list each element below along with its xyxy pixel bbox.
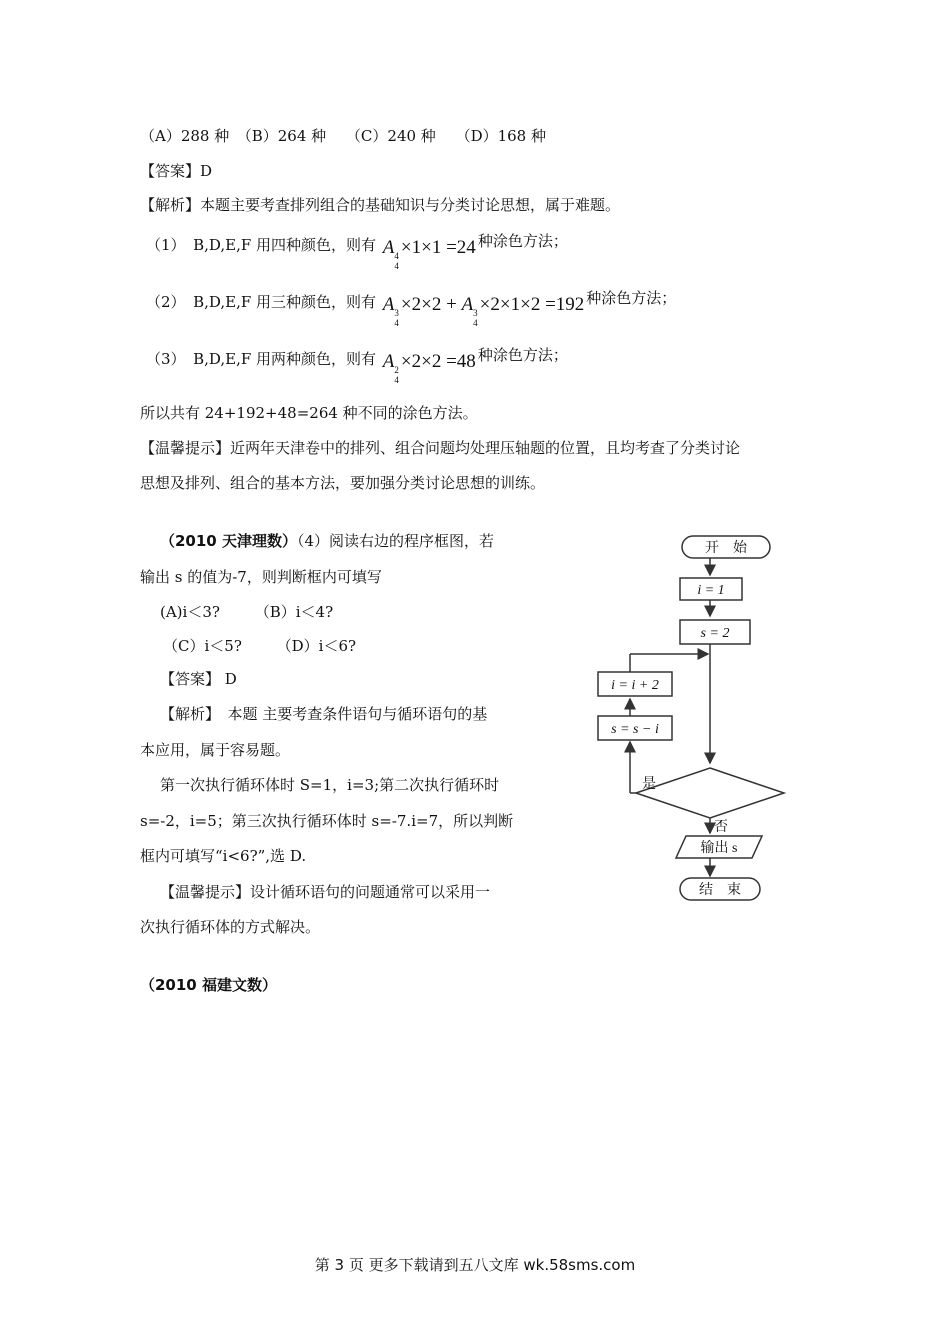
case-3-num: （3） [146,350,179,368]
q2-options-cd [163,636,356,656]
yes-label: 是 [642,777,656,792]
case-2-num: （2） [146,293,179,311]
update-s-label: s = s − i [611,722,659,737]
init-s-label: s = 2 [700,626,730,641]
output-label: 输出 s [700,841,738,856]
no-label: 否 [714,820,728,835]
answer-value: D [200,162,213,180]
q2-tip-1: 【温馨提示】设计循环语句的问题通常可以采用一 [160,883,491,901]
q2-option-b: （B）i＜4? [254,603,334,621]
q2-options-ab [160,602,333,622]
q2-tip-2: 次执行循环体的方式解决。 [140,918,321,936]
case-1-num: （1） [146,236,179,254]
flowchart [590,528,790,913]
end-label: 结 束 [699,883,741,898]
update-i-label: i = i + 2 [611,678,659,693]
q2-stem-1 [160,531,494,551]
case-1-text: B,D,E,F 用四种颜色，则有 [193,236,377,254]
q2-answer: 【答案】 D [160,670,237,688]
q2-steps-1: 第一次执行循环体时 S=1，i=3;第二次执行循环时 [160,776,500,794]
case-3-after: 种涂色方法； [477,346,568,364]
case-2 [146,288,676,328]
case-3-formula: A 2 4 ×2×2 =48 [382,351,476,385]
case-2-formula: A 3 4 ×2×2 + A 3 4 ×2×1×2 =192 [382,294,585,328]
tip-line-2: 思想及排列、组合的基本方法，要加强分类讨论思想的训练。 [140,474,546,492]
q2-analysis-2: 本应用，属于容易题。 [140,741,291,759]
options-line: （A）288 种 （B）264 种 （C）240 种 （D）168 种 [140,127,546,145]
case-2-text: B,D,E,F 用三种颜色，则有 [193,293,377,311]
q2-stem-2: 输出 s 的值为-7，则判断框内可填写 [140,568,382,586]
q2-option-d: （D）i＜6? [276,637,357,655]
start-label: 开 始 [705,541,747,556]
case-3 [146,345,568,385]
total-line: 所以共有 24+192+48=264 种不同的涂色方法。 [140,404,478,422]
analysis-line: 【解析】本题主要考查排列组合的基础知识与分类讨论思想，属于难题。 [140,196,621,214]
case-1-formula: A 4 4 ×1×1 =24 [382,237,476,271]
answer-label: 【答案】 [140,162,201,180]
case-1-after: 种涂色方法； [477,232,568,250]
case-1 [146,231,568,271]
q2-steps-3: 框内可填写“i<6?”,选 D. [140,847,307,865]
page-footer: 第 3 页 更多下载请到五八文库 wk.58sms.com [314,1256,636,1274]
q2-steps-2: s=-2，i=5；第三次执行循环体时 s=-7.i=7，所以判断 [140,812,514,830]
q2-stem-text: （4）阅读右边的程序框图，若 [296,532,495,550]
answer-line [140,161,212,181]
q3-source: （2010 福建文数） [140,976,277,994]
case-2-after: 种涂色方法； [586,289,677,307]
q2-analysis-1: 【解析】 本题 主要考查条件语句与循环语句的基 [160,705,488,723]
q2-source: （2010 天津理数） [160,532,297,550]
case-3-text: B,D,E,F 用两种颜色，则有 [193,350,377,368]
q2-option-c: （C）i＜5? [163,637,242,655]
init-i-label: i = 1 [697,583,725,598]
tip-line-1: 【温馨提示】近两年天津卷中的排列、组合问题均处理压轴题的位置，且均考查了分类讨论 [140,439,741,457]
decision-diamond [636,768,784,818]
q2-option-a: (A)i＜3? [160,603,220,621]
